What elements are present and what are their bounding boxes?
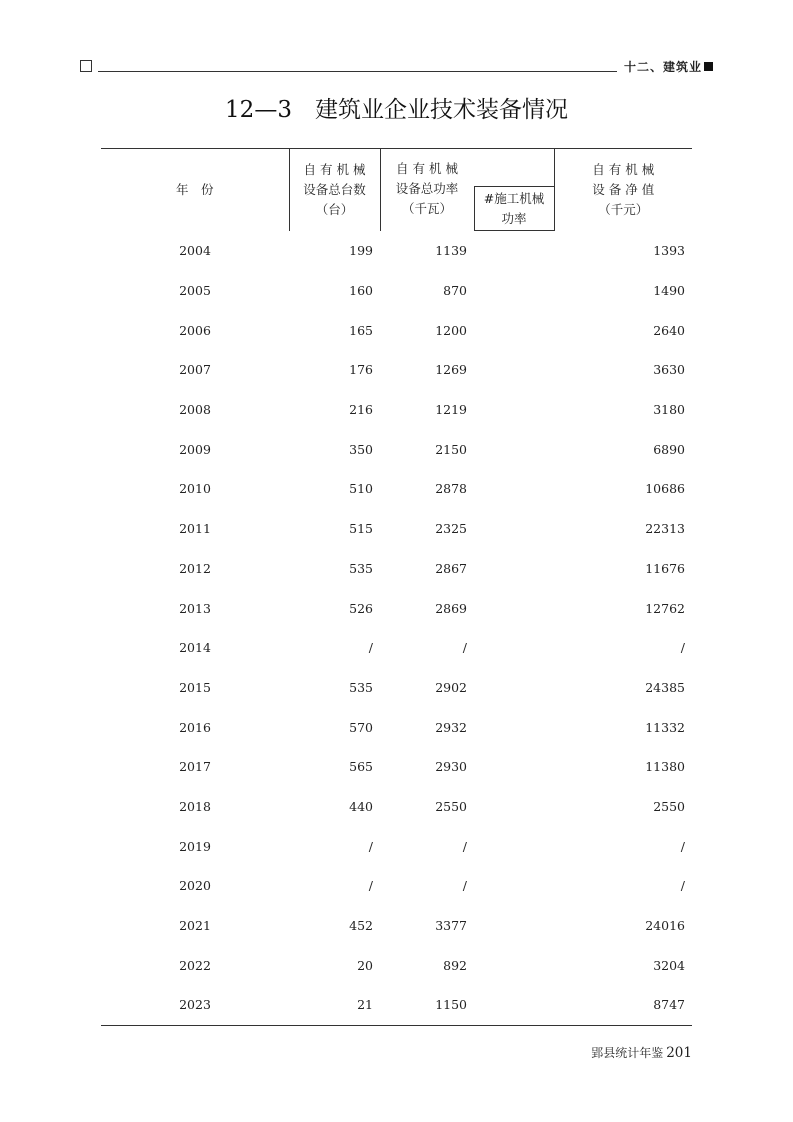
table-row: [101, 787, 692, 827]
cell-year: 2020: [179, 878, 211, 894]
cell-year: 2010: [179, 481, 211, 497]
cell-value: 6890: [653, 441, 685, 457]
cell-value: 8747: [554, 985, 692, 1025]
table-row: [101, 866, 692, 906]
cell-year: 2012: [179, 560, 211, 576]
cell-power: 3377: [435, 918, 467, 934]
cell-power: 2878: [435, 481, 467, 497]
cell-count: 535: [349, 679, 373, 695]
cell-sub: [474, 231, 554, 271]
cell-sub: [474, 668, 554, 708]
table-row: [101, 985, 692, 1025]
cell-value: /: [680, 838, 685, 854]
cell-year: 2021: [179, 918, 211, 934]
cell-count: 570: [349, 719, 373, 735]
cell-count: 216: [349, 402, 373, 418]
cell-count: /: [368, 640, 373, 656]
table-row: [101, 707, 692, 747]
cell-power: 2869: [435, 600, 467, 616]
checkbox-square-icon: [80, 60, 92, 72]
cell-value: 3180: [653, 402, 685, 418]
cell-value: 24385: [645, 679, 685, 695]
section-label: 十二、建筑业: [624, 58, 713, 75]
table-row: [101, 310, 692, 350]
cell-sub: [474, 945, 554, 985]
cell-year: 2017: [179, 759, 211, 775]
cell-value: 1393: [653, 243, 685, 259]
cell-sub: [474, 906, 554, 946]
cell-sub: [474, 787, 554, 827]
cell-sub: [474, 826, 554, 866]
header-rule: [98, 71, 617, 72]
cell-value: /: [680, 878, 685, 894]
cell-value: 10686: [645, 481, 685, 497]
page-footer: [591, 1044, 692, 1061]
header-power-sub: #施工机械 功率: [474, 187, 554, 231]
cell-year: 2015: [179, 679, 211, 695]
page-title: 12—3 建筑业企业技术装备情况: [225, 97, 568, 123]
cell-power: /: [462, 838, 467, 854]
cell-year: 2019: [179, 838, 211, 854]
table-body: [101, 231, 692, 1026]
cell-power: 2550: [435, 798, 467, 814]
cell-power: /: [462, 878, 467, 894]
cell-sub: [474, 549, 554, 589]
cell-value: /: [680, 640, 685, 656]
cell-count: 526: [349, 600, 373, 616]
cell-count: 565: [349, 759, 373, 775]
table-row: [101, 747, 692, 787]
cell-value: 22313: [645, 521, 685, 537]
table-row: [101, 549, 692, 589]
cell-sub: [474, 747, 554, 787]
cell-count: /: [368, 878, 373, 894]
cell-value: 3630: [653, 362, 685, 378]
cell-sub: [474, 707, 554, 747]
cell-sub: [474, 469, 554, 509]
cell-sub: [474, 628, 554, 668]
cell-sub: [474, 390, 554, 430]
header-power: 自 有 机 械 设备总功率 （千瓦）: [380, 149, 474, 231]
cell-power: /: [462, 640, 467, 656]
cell-power: 2932: [435, 719, 467, 735]
cell-count: 165: [349, 322, 373, 338]
cell-value: 2640: [653, 322, 685, 338]
cell-year: 2023: [101, 985, 289, 1025]
cell-sub: [474, 350, 554, 390]
cell-value: 12762: [645, 600, 685, 616]
cell-sub: [474, 271, 554, 311]
cell-year: 2013: [179, 600, 211, 616]
table-row: [101, 429, 692, 469]
book-name: 郢县统计年鉴: [591, 1046, 664, 1060]
cell-year: 2008: [179, 402, 211, 418]
cell-value: 24016: [645, 918, 685, 934]
page-number: 201: [666, 1045, 692, 1061]
cell-value: 11332: [645, 719, 685, 735]
running-head: [80, 58, 713, 74]
cell-year: 2018: [179, 798, 211, 814]
cell-year: 2022: [179, 957, 211, 973]
header-count: 自 有 机 械 设备总台数 （台）: [289, 149, 380, 231]
cell-sub: [474, 310, 554, 350]
cell-count: 440: [349, 798, 373, 814]
table-row: [101, 509, 692, 549]
cell-count: 515: [349, 521, 373, 537]
cell-year: 2006: [179, 322, 211, 338]
cell-count: 160: [349, 283, 373, 299]
table-row: [101, 628, 692, 668]
cell-value: 2550: [653, 798, 685, 814]
cell-value: 3204: [653, 957, 685, 973]
cell-power: 2930: [435, 759, 467, 775]
cell-sub: [474, 429, 554, 469]
cell-power: 2150: [435, 441, 467, 457]
table-row: [101, 826, 692, 866]
cell-value: 11676: [645, 560, 685, 576]
table-row: [101, 945, 692, 985]
table-row: [101, 231, 692, 271]
header-power-spacer: [474, 149, 554, 187]
cell-count: 452: [349, 918, 373, 934]
cell-sub: [474, 985, 554, 1025]
cell-year: 2011: [179, 521, 211, 537]
cell-year: 2014: [179, 640, 211, 656]
cell-power: 892: [443, 957, 467, 973]
cell-sub: [474, 588, 554, 628]
cell-count: 350: [349, 441, 373, 457]
cell-power: 1139: [435, 243, 467, 259]
cell-power: 870: [443, 283, 467, 299]
cell-count: 199: [349, 243, 373, 259]
cell-power: 1150: [380, 985, 474, 1025]
table-row: [101, 469, 692, 509]
equipment-table: [101, 148, 692, 1026]
cell-power: 2867: [435, 560, 467, 576]
cell-power: 1200: [435, 322, 467, 338]
table-row: [101, 390, 692, 430]
cell-year: 2016: [179, 719, 211, 735]
cell-year: 2009: [179, 441, 211, 457]
cell-count: 510: [349, 481, 373, 497]
cell-count: 535: [349, 560, 373, 576]
cell-power: 1219: [435, 402, 467, 418]
cell-sub: [474, 866, 554, 906]
cell-count: 176: [349, 362, 373, 378]
table-row: [101, 350, 692, 390]
cell-count: 21: [289, 985, 380, 1025]
cell-count: 20: [357, 957, 373, 973]
table-row: [101, 906, 692, 946]
cell-sub: [474, 509, 554, 549]
cell-value: 11380: [645, 759, 685, 775]
cell-value: 1490: [653, 283, 685, 299]
header-year: 年 份: [101, 149, 289, 231]
cell-count: /: [368, 838, 373, 854]
cell-power: 2902: [435, 679, 467, 695]
cell-power: 2325: [435, 521, 467, 537]
filled-square-icon: [704, 62, 713, 71]
cell-year: 2005: [179, 283, 211, 299]
table-row: [101, 668, 692, 708]
table-row: [101, 588, 692, 628]
header-value: 自 有 机 械 设 备 净 值 （千元）: [554, 149, 692, 231]
cell-year: 2004: [179, 243, 211, 259]
table-row: [101, 271, 692, 311]
cell-year: 2007: [179, 362, 211, 378]
cell-power: 1269: [435, 362, 467, 378]
